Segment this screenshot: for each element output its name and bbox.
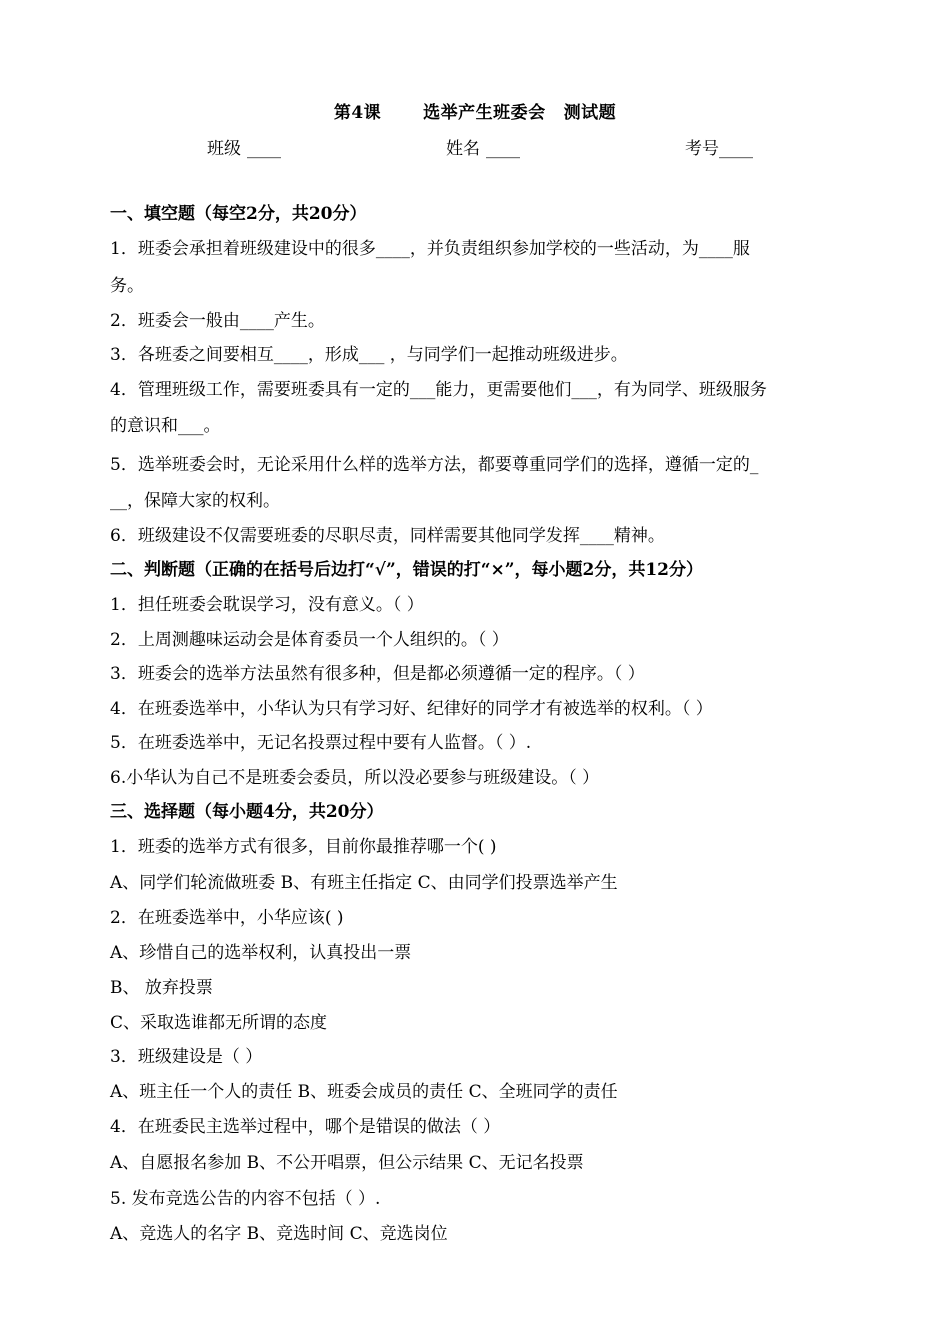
option-line: B、 放弃投票	[110, 978, 213, 998]
section2-heading: 二、判断题（正确的在括号后边打“√”，错误的打“×”，每小题2分，共12分）	[110, 560, 704, 580]
name-field	[446, 134, 520, 159]
question-line: 6．班级建设不仅需要班委的尽职尽责，同样需要其他同学发挥____精神。	[110, 526, 665, 546]
class-blank: ____	[247, 139, 281, 159]
question-line: __，保障大家的权利。	[110, 491, 280, 511]
question-line: 5．选举班委会时，无论采用什么样的选举方法，都要尊重同学们的选择，遵循一定的_	[110, 455, 759, 475]
option-line: A、班主任一个人的责任 B、班委会成员的责任 C、全班同学的责任	[110, 1082, 618, 1102]
question-line: 2．上周测趣味运动会是体育委员一个人组织的。（ ）	[110, 630, 509, 650]
option-line: A、同学们轮流做班委 B、有班主任指定 C、由同学们投票选举产生	[110, 873, 618, 893]
question-line: 4．管理班级工作，需要班委具有一定的___能力，更需要他们___，有为同学、班级服务	[110, 380, 767, 400]
option-line: A、珍惜自己的选举权利，认真投出一票	[110, 943, 412, 963]
section1-heading: 一、填空题（每空2分，共20分）	[110, 204, 367, 224]
option-line: C、采取选谁都无所谓的态度	[110, 1013, 328, 1033]
title-lesson: 第4课	[333, 103, 382, 123]
question-line: 2．班委会一般由____产生。	[110, 311, 325, 331]
option-line: A、竞选人的名字 B、竞选时间 C、竞选岗位	[110, 1224, 448, 1244]
question-line: 4．在班委选举中，小华认为只有学习好、纪律好的同学才有被选举的权利。（ ）	[110, 699, 713, 719]
id-label: 考号____	[685, 139, 753, 159]
page-title	[0, 98, 950, 123]
section3-heading: 三、选择题（每小题4分，共20分）	[110, 802, 384, 822]
question-line: 4．在班委民主选举过程中，哪个是错误的做法（ ）	[110, 1117, 501, 1137]
id-field	[685, 134, 753, 159]
question-line: 务。	[110, 276, 144, 296]
question-line: 1．班委会承担着班级建设中的很多____，并负责组织参加学校的一些活动，为____服	[110, 239, 750, 259]
question-line: 1．担任班委会耽误学习，没有意义。（ ）	[110, 595, 424, 615]
question-line: 1．班委的选举方式有很多，目前你最推荐哪一个( )	[110, 837, 497, 857]
question-line: 6.小华认为自己不是班委会委员，所以没必要参与班级建设。（ ）	[110, 768, 600, 788]
title-topic: 选举产生班委会	[423, 103, 546, 123]
question-line: 5．在班委选举中，无记名投票过程中要有人监督。（ ）.	[110, 733, 532, 753]
question-line: 5. 发布竞选公告的内容不包括（ ）.	[110, 1189, 381, 1209]
name-label: 姓名	[446, 139, 480, 159]
class-label: 班级	[207, 139, 241, 159]
question-line: 的意识和___。	[110, 416, 221, 436]
question-line: 3．各班委之间要相互____，形成___ ，与同学们一起推动班级进步。	[110, 345, 628, 365]
question-line: 3．班委会的选举方法虽然有很多种，但是都必须遵循一定的程序。（ ）	[110, 664, 645, 684]
title-type: 测试题	[563, 103, 617, 123]
question-line: 2．在班委选举中，小华应该( )	[110, 908, 344, 928]
name-blank: ____	[486, 139, 520, 159]
option-line: A、自愿报名参加 B、不公开唱票，但公示结果 C、无记名投票	[110, 1153, 584, 1173]
class-field	[207, 134, 281, 159]
question-line: 3．班级建设是（ ）	[110, 1047, 263, 1067]
